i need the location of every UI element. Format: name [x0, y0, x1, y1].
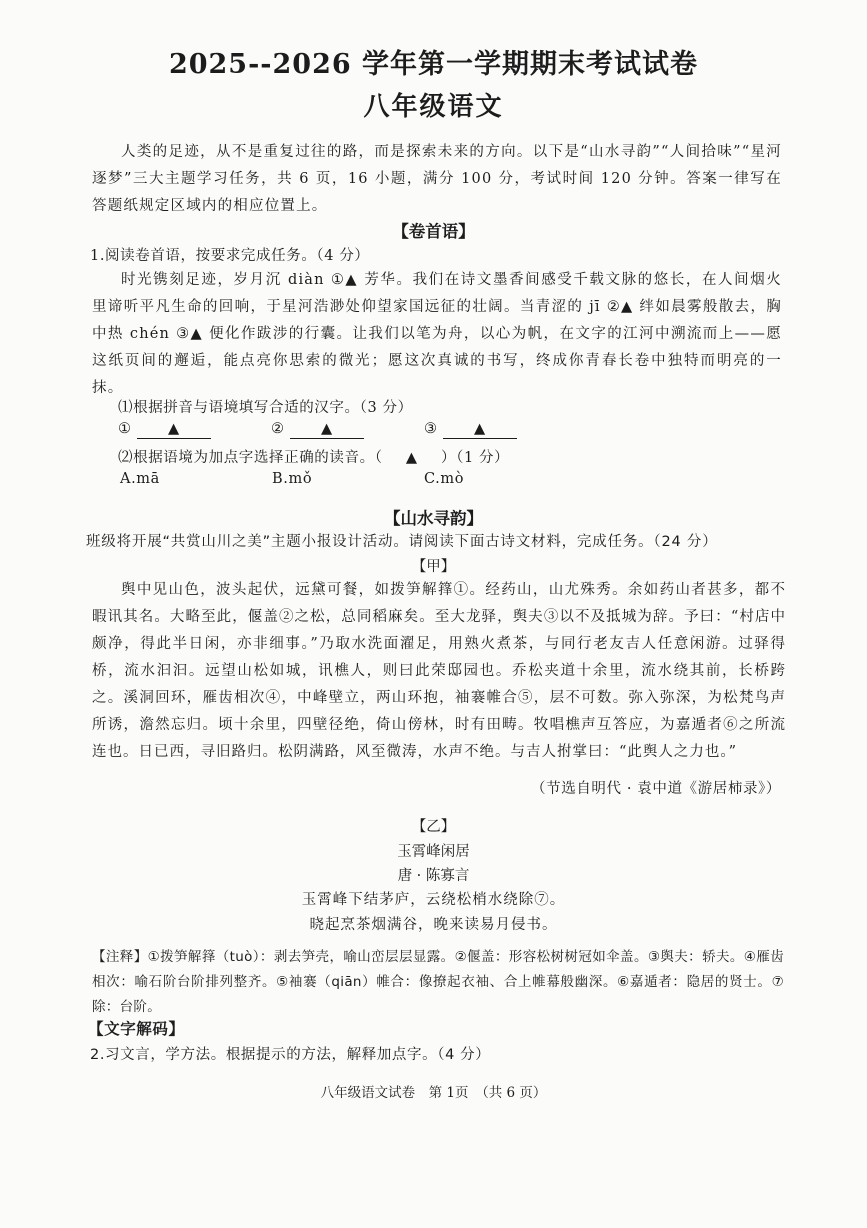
passage-jia-label: 【甲】	[411, 559, 456, 575]
poem-title: 玉霄峰闲居	[397, 844, 470, 860]
sub-question-2-text: ⑵根据语境为加点字选择正确的读音。（	[118, 450, 383, 466]
option-b: B.mǒ	[272, 471, 313, 487]
preface-passage: 时光镌刻足迹，岁月沉 diàn ①▲ 芳华。我们在诗文墨香间感受千载文脉的悠长，在人间烟火里谛听平凡生命的回响，于星河浩渺处仰望家国远征的壮阔。当青涩的 jī ②▲ 绊如晨雾般散去，胸中热 chén ③▲ 便化作跋涉的行囊。让我们以笔为舟，以心为帆，在文字的江河中溯流而上——愿这纸页间的邂逅，能点亮你思索的微光；愿这次真诚的书写，终成你青春长卷中独特而明亮的一抹。	[92, 272, 782, 396]
blank-label-1: ①	[118, 421, 132, 437]
answer-blank-3	[424, 421, 517, 439]
poem-author: 唐 · 陈寡言	[397, 868, 470, 884]
option-c: C.mò	[424, 471, 465, 487]
landscape-task: 班级将开展“共赏山川之美”主题小报设计活动。请阅读下面古诗文材料，完成任务。（24 分）	[86, 534, 718, 550]
sub-question-2	[118, 446, 509, 467]
blank-line-2: ▲	[290, 421, 364, 439]
question-1-title: 1.阅读卷首语，按要求完成任务。（4 分）	[90, 248, 370, 264]
sub-question-2-answer-mark: ▲	[405, 450, 418, 466]
answer-blank-1	[118, 421, 211, 439]
blank-label-3: ③	[424, 421, 438, 437]
sub-question-1: ⑴根据拼音与语境填写合适的汉字。（3 分）	[118, 400, 413, 416]
option-a: A.mā	[120, 471, 160, 487]
passage-jia-text: 舆中见山色，波头起伏，远黛可餐，如拨笋解箨①。经药山，山尤殊秀。余如药山者甚多，都不暇讯其名。大略至此，偃盖②之松，总同稻麻矣。至大龙驿，舆夫③以不及抵城为辞。予曰：“村店中颇净，得此半日闲，亦非细事。”乃取水洗面濯足，用熟火煮茶，与同行老友吉人任意闲游。过驿得桥，流水汩汩。远望山松如城，讯樵人，则曰此荣邸园也。乔松夹道十余里，流水绕其前，长桥跨之。溪洞回环，雁齿相次④，中峰壁立，两山环抱，袖褰帷合⑤，层不可数。弥入弥深，为松梵鸟声所诱，澹然忘归。顷十余里，四壁径绝，倚山傍林，时有田畴。牧唱樵声互答应，为嘉遁者⑥之所流连也。日已西，寻旧路归。松阴满路，风至微涛，水声不绝。与吉人拊掌曰：“此舆人之力也。”	[92, 582, 786, 760]
poem-line-2: 晓起烹茶烟满谷，晚来读易月侵书。	[309, 917, 558, 933]
section-heading-decode: 【文字解码】	[88, 1020, 185, 1038]
passage-yi-label: 【乙】	[411, 819, 456, 835]
annotation-notes: 【注释】①拨笋解箨（tuò）：剥去笋壳，喻山峦层层显露。②偃盖：形容松树树冠如伞盖。③舆夫：轿夫。④雁齿相次：喻石阶台阶排列整齐。⑤袖褰（qiān）帷合：像撩起衣袖、合上帷幕般幽深。⑥嘉遁者：隐居的贤士。⑦除：台阶。	[92, 949, 784, 1015]
question-2: 2.习文言，学方法。根据提示的方法，解释加点字。（4 分）	[90, 1047, 491, 1063]
exam-intro: 人类的足迹，从不是重复过往的路，而是探索未来的方向。以下是“山水寻韵”“人间拾味”“星河逐梦”三大主题学习任务，共 6 页，16 小题，满分 100 分，考试时间 120 分钟。答案一律写在答题纸规定区域内的相应位置上。	[92, 144, 782, 214]
exam-subject: 八年级语文	[363, 92, 504, 122]
page-footer: 八年级语文试卷 第 1页 （共 6 页）	[320, 1085, 547, 1101]
section-heading-landscape: 【山水寻韵】	[384, 509, 483, 528]
blank-label-2: ②	[271, 421, 285, 437]
section-heading-preface: 【卷首语】	[392, 222, 475, 241]
passage-jia-source: （节选自明代 · 袁中道《游居柿录》）	[531, 781, 781, 797]
blank-line-1: ▲	[137, 421, 211, 439]
sub-question-2-end: ）（1 分）	[441, 450, 510, 466]
answer-blank-2	[271, 421, 364, 439]
poem-line-1: 玉霄峰下结茅庐，云绕松梢水绕除⑦。	[301, 892, 566, 908]
blank-line-3: ▲	[443, 421, 517, 439]
exam-title: 2025--2026 学年第一学期期末考试试卷	[168, 49, 699, 80]
